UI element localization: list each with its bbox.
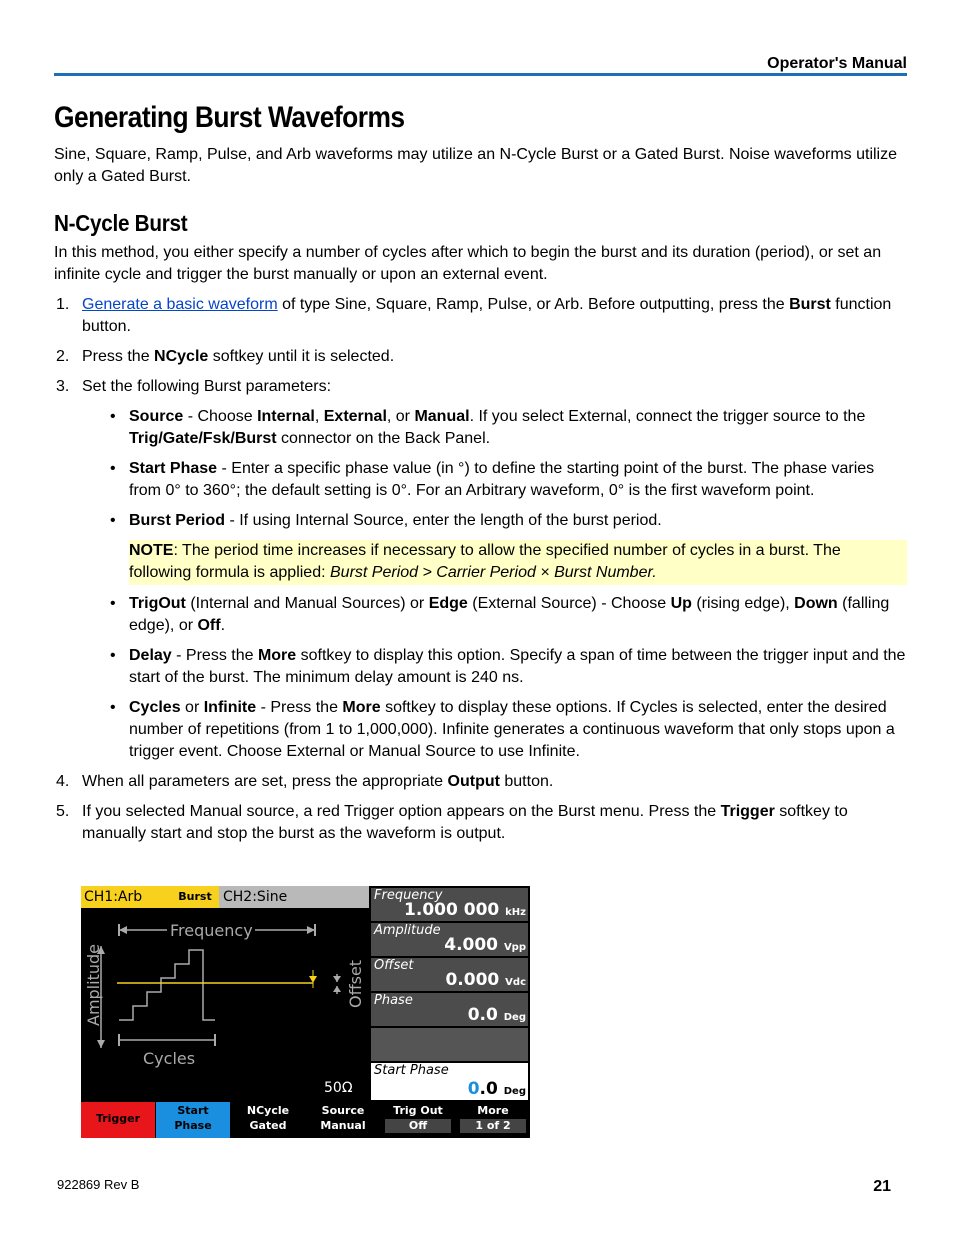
softkey-label: Source bbox=[321, 1104, 365, 1117]
header-rule bbox=[54, 73, 907, 76]
frequency-arrow-right-head bbox=[307, 926, 315, 934]
document-revision: 922869 Rev B bbox=[57, 1177, 140, 1192]
b: Burst Period bbox=[129, 512, 226, 529]
bullet-dot: • bbox=[110, 408, 116, 425]
generate-waveform-link[interactable]: Generate a basic waveform bbox=[82, 296, 278, 313]
unit: Vdc bbox=[505, 977, 526, 988]
param-label: Start Phase bbox=[374, 1063, 449, 1078]
t: or bbox=[180, 699, 204, 716]
step-number: 2. bbox=[56, 348, 70, 365]
softkey-trigger[interactable] bbox=[81, 1102, 155, 1138]
value: 0.000 bbox=[445, 970, 500, 990]
b: TrigOut bbox=[129, 595, 186, 612]
amplitude-arrow-bottom-head bbox=[97, 1040, 105, 1048]
step-text: button. bbox=[499, 773, 554, 790]
page-title: Generating Burst Waveforms bbox=[54, 101, 405, 134]
b: More bbox=[257, 647, 297, 664]
param-value bbox=[444, 935, 526, 955]
b: Start Phase bbox=[129, 460, 218, 477]
amplitude-label: Amplitude bbox=[84, 944, 103, 1026]
unit: kHz bbox=[505, 907, 526, 918]
t: - If using Internal Source, enter the length of the burst period. bbox=[225, 512, 662, 529]
value: 1.000 000 bbox=[404, 900, 500, 920]
b: Trig/Gate/Fsk/Burst bbox=[129, 430, 277, 447]
load-impedance: 50Ω bbox=[324, 1080, 353, 1096]
bullet-trigout bbox=[82, 593, 907, 637]
t: - Press the bbox=[256, 699, 343, 716]
t: , bbox=[314, 408, 324, 425]
t: - Enter a specific phase value (in °) to define the starting point of the burst. The phase varies from 0° to 360°; the default setting is 0°. For an Arbitrary waveform, 0° is the first waveform point. bbox=[129, 460, 875, 499]
b: NOTE bbox=[129, 542, 174, 559]
t: - Press the bbox=[171, 647, 258, 664]
param-offset[interactable] bbox=[371, 958, 528, 991]
step-text: function button. bbox=[82, 296, 892, 335]
softkey-label: More bbox=[477, 1104, 509, 1117]
t: connector on the Back Panel. bbox=[276, 430, 491, 447]
softkey-more[interactable] bbox=[456, 1102, 530, 1138]
bullet-dot: • bbox=[110, 595, 116, 612]
param-phase[interactable] bbox=[371, 993, 528, 1026]
instrument-screen bbox=[81, 886, 530, 1138]
step-bold: NCycle bbox=[154, 348, 209, 365]
softkey-label: NCycle bbox=[246, 1104, 290, 1117]
b: Infinite bbox=[203, 699, 257, 716]
page-number: 21 bbox=[873, 1178, 891, 1195]
param-value bbox=[468, 1079, 526, 1099]
param-value bbox=[468, 1005, 526, 1025]
offset-arrow-head-down bbox=[333, 986, 341, 992]
t: softkey to display these options. If Cycles is selected, enter the desired number of repetitions (from 1 to 1,000,000). Infinite generates a continuous waveform that only stops upon a trigger event. Choose External or Manual Source to use Infinite. bbox=[129, 699, 895, 760]
b: Down bbox=[794, 595, 838, 612]
step-number: 4. bbox=[56, 773, 70, 790]
softkey-source[interactable] bbox=[306, 1102, 380, 1138]
unit: Deg bbox=[503, 1086, 526, 1097]
bullet-dot: • bbox=[110, 699, 116, 716]
step-bold: Output bbox=[447, 773, 500, 790]
burst-diagram bbox=[81, 908, 369, 1102]
step-text: softkey to manually start and stop the burst as the waveform is output. bbox=[82, 803, 848, 842]
param-label: Offset bbox=[374, 958, 414, 973]
value: 0.0 bbox=[467, 1005, 498, 1025]
step-bold: Trigger bbox=[720, 803, 775, 820]
param-empty bbox=[371, 1028, 528, 1061]
frequency-arrow-left-head bbox=[119, 926, 127, 934]
softkey-label: Phase bbox=[174, 1119, 212, 1132]
step-4 bbox=[54, 771, 907, 793]
softkey-ncycle[interactable] bbox=[231, 1102, 305, 1138]
step-bold: Burst bbox=[789, 296, 831, 313]
t: , or bbox=[386, 408, 415, 425]
t: (External Source) - Choose bbox=[467, 595, 671, 612]
step-number: 5. bbox=[56, 803, 70, 820]
step-number: 3. bbox=[56, 378, 70, 395]
step-1 bbox=[54, 294, 907, 338]
softkey-bar bbox=[81, 1102, 530, 1138]
step-5 bbox=[54, 801, 907, 845]
t: (Internal and Manual Sources) or bbox=[185, 595, 429, 612]
section-intro: In this method, you either specify a number of cycles after which to begin the burst and its duration (period), or set an infinite cycle and trigger the burst manually or upon an external event. bbox=[54, 244, 882, 283]
bullet-burst-period bbox=[82, 510, 907, 532]
b: External bbox=[323, 408, 387, 425]
steps-list bbox=[54, 294, 907, 845]
unit: Deg bbox=[503, 1012, 526, 1023]
param-label: Phase bbox=[374, 993, 413, 1008]
softkey-value: 1 of 2 bbox=[460, 1119, 526, 1133]
cursor-digit: 0 bbox=[467, 1079, 480, 1099]
frequency-label: Frequency bbox=[170, 921, 253, 940]
tab-ch1: CH1:Arb bbox=[81, 886, 171, 908]
cycles-label: Cycles bbox=[143, 1049, 196, 1068]
param-amplitude[interactable] bbox=[371, 923, 528, 956]
b: Off bbox=[197, 617, 221, 634]
softkey-trig-out[interactable] bbox=[381, 1102, 455, 1138]
param-label: Frequency bbox=[374, 888, 443, 903]
value: .0 bbox=[479, 1079, 498, 1099]
value: 4.000 bbox=[444, 935, 499, 955]
param-label: Amplitude bbox=[374, 923, 441, 938]
t: softkey to display this option. Specify a span of time between the trigger input and the start of the burst. The minimum delay amount is 240 ns. bbox=[129, 647, 906, 686]
parameter-list bbox=[82, 406, 907, 532]
t: (falling edge), or bbox=[129, 595, 890, 634]
t: : The period time increases if necessary to allow the specified number of cycles in a burst. The following formula is applied: bbox=[129, 542, 841, 581]
b: Manual bbox=[414, 408, 470, 425]
b: Up bbox=[670, 595, 692, 612]
bullet-dot: • bbox=[110, 512, 116, 529]
softkey-label: Trigger bbox=[95, 1112, 141, 1125]
bullet-delay bbox=[82, 645, 907, 689]
softkey-label: Trig Out bbox=[393, 1104, 443, 1117]
step-text: If you selected Manual source, a red Trigger option appears on the Burst menu. Press the bbox=[82, 803, 721, 820]
header-label: Operator's Manual bbox=[767, 55, 907, 72]
parameter-list-2 bbox=[82, 593, 907, 763]
tab-burst: Burst bbox=[171, 886, 219, 908]
note-box bbox=[129, 540, 907, 585]
tab-ch2: CH2:Sine bbox=[219, 886, 369, 908]
staircase-waveform bbox=[119, 950, 215, 1020]
param-start-phase[interactable] bbox=[371, 1063, 528, 1100]
b: Edge bbox=[428, 595, 468, 612]
b: Delay bbox=[129, 647, 172, 664]
b: More bbox=[342, 699, 381, 716]
b: Cycles bbox=[129, 699, 181, 716]
step-text: of type Sine, Square, Ramp, Pulse, or Arb. Before outputting, press the bbox=[277, 296, 790, 313]
softkey-label: Start bbox=[177, 1104, 209, 1117]
t: . bbox=[220, 617, 226, 634]
step-number: 1. bbox=[56, 296, 70, 313]
step-text: Set the following Burst parameters: bbox=[82, 378, 332, 395]
step-text: Press the bbox=[82, 348, 155, 365]
b: Source bbox=[129, 408, 184, 425]
step-text: softkey until it is selected. bbox=[208, 348, 395, 365]
softkey-start-phase[interactable] bbox=[156, 1102, 230, 1138]
t: - Choose bbox=[183, 408, 258, 425]
unit: Vpp bbox=[503, 942, 526, 953]
t: . If you select External, connect the trigger source to the bbox=[469, 408, 866, 425]
step-3 bbox=[54, 376, 907, 763]
param-value bbox=[404, 900, 526, 920]
bullet-dot: • bbox=[110, 647, 116, 664]
page-content bbox=[54, 98, 907, 853]
formula: Burst Period > Carrier Period × Burst Number. bbox=[330, 564, 657, 581]
bullet-dot: • bbox=[110, 460, 116, 477]
softkey-value: Manual bbox=[320, 1119, 366, 1132]
softkey-value: Off bbox=[385, 1119, 451, 1133]
offset-arrow-head-up bbox=[333, 976, 341, 982]
offset-label: Offset bbox=[346, 959, 365, 1008]
softkey-value: Gated bbox=[249, 1119, 287, 1132]
t: (rising edge), bbox=[691, 595, 795, 612]
param-frequency[interactable] bbox=[371, 888, 528, 921]
param-value bbox=[445, 970, 526, 990]
bullet-cycles bbox=[82, 697, 907, 763]
step-2 bbox=[54, 346, 907, 368]
section-heading: N-Cycle Burst bbox=[54, 210, 188, 236]
bullet-start-phase bbox=[82, 458, 907, 502]
step-text: When all parameters are set, press the appropriate bbox=[82, 773, 448, 790]
b: Internal bbox=[257, 408, 315, 425]
intro-paragraph: Sine, Square, Ramp, Pulse, and Arb waveforms may utilize an N-Cycle Burst or a Gated Burst. Noise waveforms utilize only a Gated Burst. bbox=[54, 146, 898, 185]
bullet-source bbox=[82, 406, 907, 450]
